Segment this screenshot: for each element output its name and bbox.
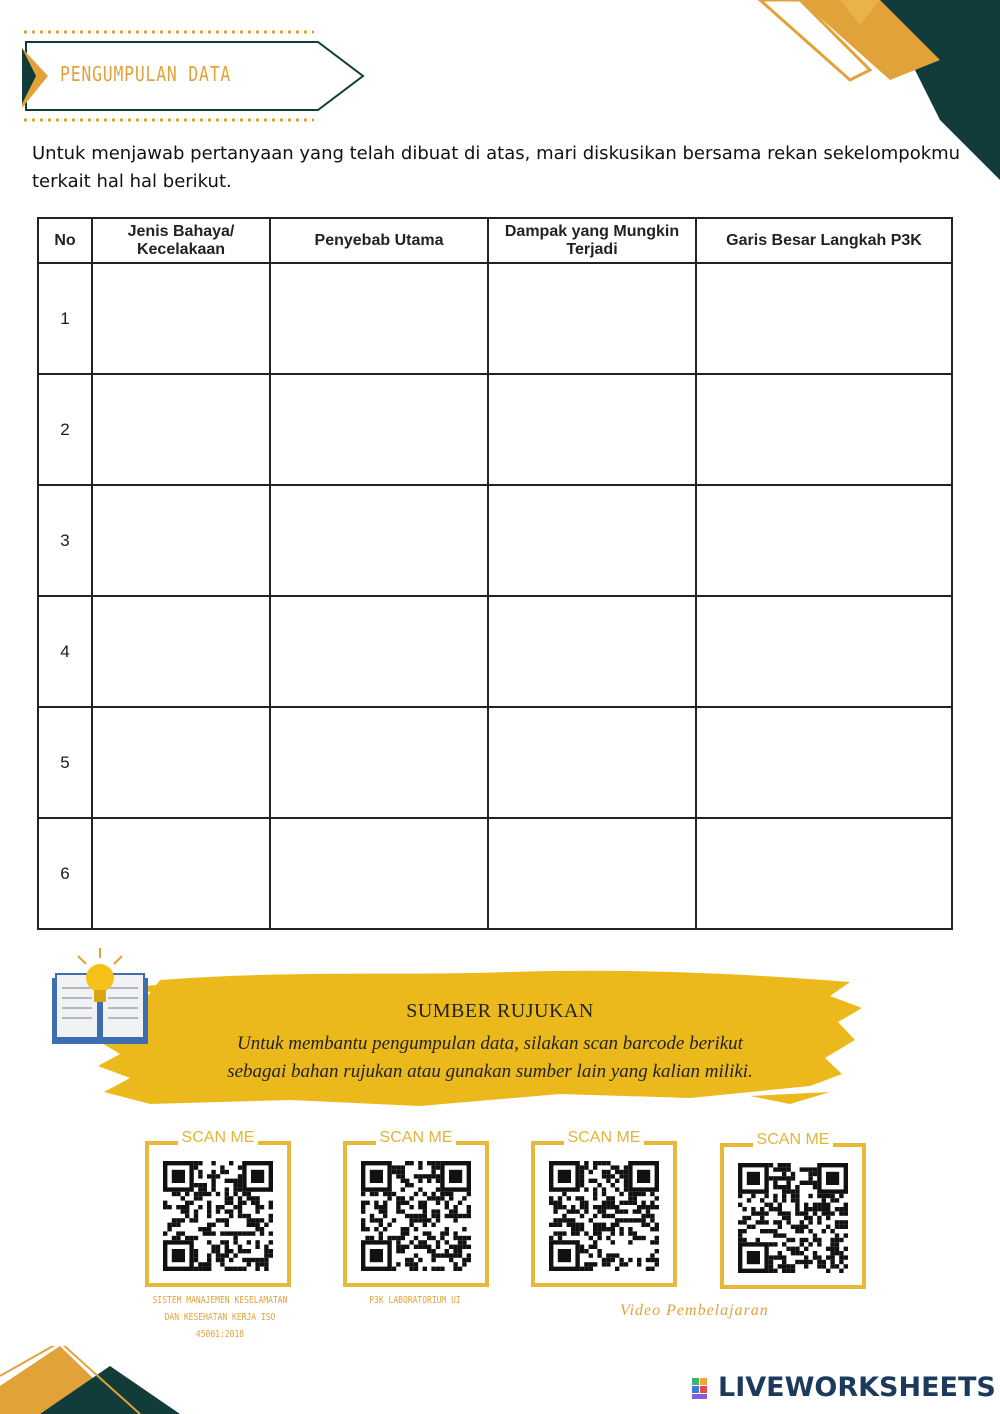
answer-cell[interactable]: [696, 707, 952, 818]
answer-cell[interactable]: [488, 263, 696, 374]
row-number: 6: [38, 818, 92, 929]
table-header-row: [38, 218, 952, 263]
answer-cell[interactable]: [92, 374, 270, 485]
row-number: 2: [38, 374, 92, 485]
answer-cell[interactable]: [696, 818, 952, 929]
qr-frame: [145, 1141, 291, 1287]
col-header-dampak: Dampak yang Mungkin Terjadi: [488, 218, 696, 263]
caption-line: P3K LABORATORIUM UI: [369, 1295, 461, 1306]
answer-cell[interactable]: [92, 263, 270, 374]
table-row: [38, 374, 952, 485]
answer-cell[interactable]: [488, 374, 696, 485]
qr-card-4[interactable]: [720, 1131, 866, 1289]
qr-card-3[interactable]: [531, 1129, 677, 1287]
answer-cell[interactable]: [696, 263, 952, 374]
scan-me-label: SCAN ME: [178, 1129, 259, 1146]
qr-code-icon: [738, 1163, 848, 1273]
col-header-no: No: [38, 218, 92, 263]
scan-me-label: SCAN ME: [376, 1129, 457, 1146]
intro-text: Untuk menjawab pertanyaan yang telah dibuat di atas, mari diskusikan bersama rekan sekelompokmu terkait hal hal berikut.: [32, 143, 961, 192]
answer-cell[interactable]: [488, 485, 696, 596]
answer-cell[interactable]: [92, 707, 270, 818]
rujukan-description: [150, 1030, 830, 1086]
answer-cell[interactable]: [696, 374, 952, 485]
rujukan-title: SUMBER RUJUKAN: [406, 1000, 594, 1022]
answer-cell[interactable]: [92, 818, 270, 929]
caption-line: 45001:2018: [195, 1329, 245, 1340]
col-header-p3k: Garis Besar Langkah P3K: [696, 218, 952, 263]
corner-decoration-bottom-left: [0, 1346, 200, 1414]
qr-card-1[interactable]: [145, 1129, 291, 1287]
row-number: 5: [38, 707, 92, 818]
qr-frame: [720, 1143, 866, 1289]
answer-cell[interactable]: [696, 596, 952, 707]
table-row: [38, 707, 952, 818]
qr-code-icon: [361, 1161, 471, 1271]
qr-code-icon: [549, 1161, 659, 1271]
caption-line: DAN KESEHATAN KERJA ISO: [164, 1312, 276, 1323]
table-row: [38, 263, 952, 374]
qr-caption-1: [140, 1292, 300, 1343]
answer-cell[interactable]: [270, 596, 488, 707]
table-row: [38, 818, 952, 929]
row-number: 1: [38, 263, 92, 374]
answer-cell[interactable]: [270, 263, 488, 374]
caption-line: SISTEM MANAJEMEN KESELAMATAN: [152, 1295, 288, 1306]
answer-cell[interactable]: [488, 707, 696, 818]
qr-frame: [531, 1141, 677, 1287]
table-row: [38, 485, 952, 596]
answer-cell[interactable]: [270, 374, 488, 485]
col-header-penyebab: Penyebab Utama: [270, 218, 488, 263]
answer-cell[interactable]: [92, 596, 270, 707]
answer-cell[interactable]: [488, 818, 696, 929]
row-number: 3: [38, 485, 92, 596]
answer-cell[interactable]: [92, 485, 270, 596]
video-caption: Video Pembelajaran: [620, 1302, 769, 1319]
scan-me-label: SCAN ME: [564, 1129, 645, 1146]
liveworksheets-brand[interactable]: LIVEWORKSHEETS: [718, 1372, 996, 1403]
answer-cell[interactable]: [696, 485, 952, 596]
qr-caption-2: [347, 1292, 483, 1309]
qr-card-2[interactable]: [343, 1129, 489, 1287]
answer-cell[interactable]: [488, 596, 696, 707]
qr-frame: [343, 1141, 489, 1287]
col-header-jenis-bahaya: Jenis Bahaya/ Kecelakaan: [92, 218, 270, 263]
book-lightbulb-icon: [48, 948, 154, 1050]
answer-cell[interactable]: [270, 707, 488, 818]
rujukan-line-2: sebagai bahan rujukan atau gunakan sumber lain yang kalian miliki.: [227, 1061, 753, 1082]
qr-code-icon: [163, 1161, 273, 1271]
scan-me-label: SCAN ME: [753, 1131, 834, 1148]
answer-cell[interactable]: [270, 485, 488, 596]
answer-cell[interactable]: [270, 818, 488, 929]
row-number: 4: [38, 596, 92, 707]
table-row: [38, 596, 952, 707]
section-title: PENGUMPULAN DATA: [60, 62, 232, 86]
data-collection-table: [37, 217, 953, 930]
rujukan-line-1: Untuk membantu pengumpulan data, silakan scan barcode berikut: [237, 1033, 743, 1054]
liveworksheets-logo-icon: [692, 1378, 716, 1400]
